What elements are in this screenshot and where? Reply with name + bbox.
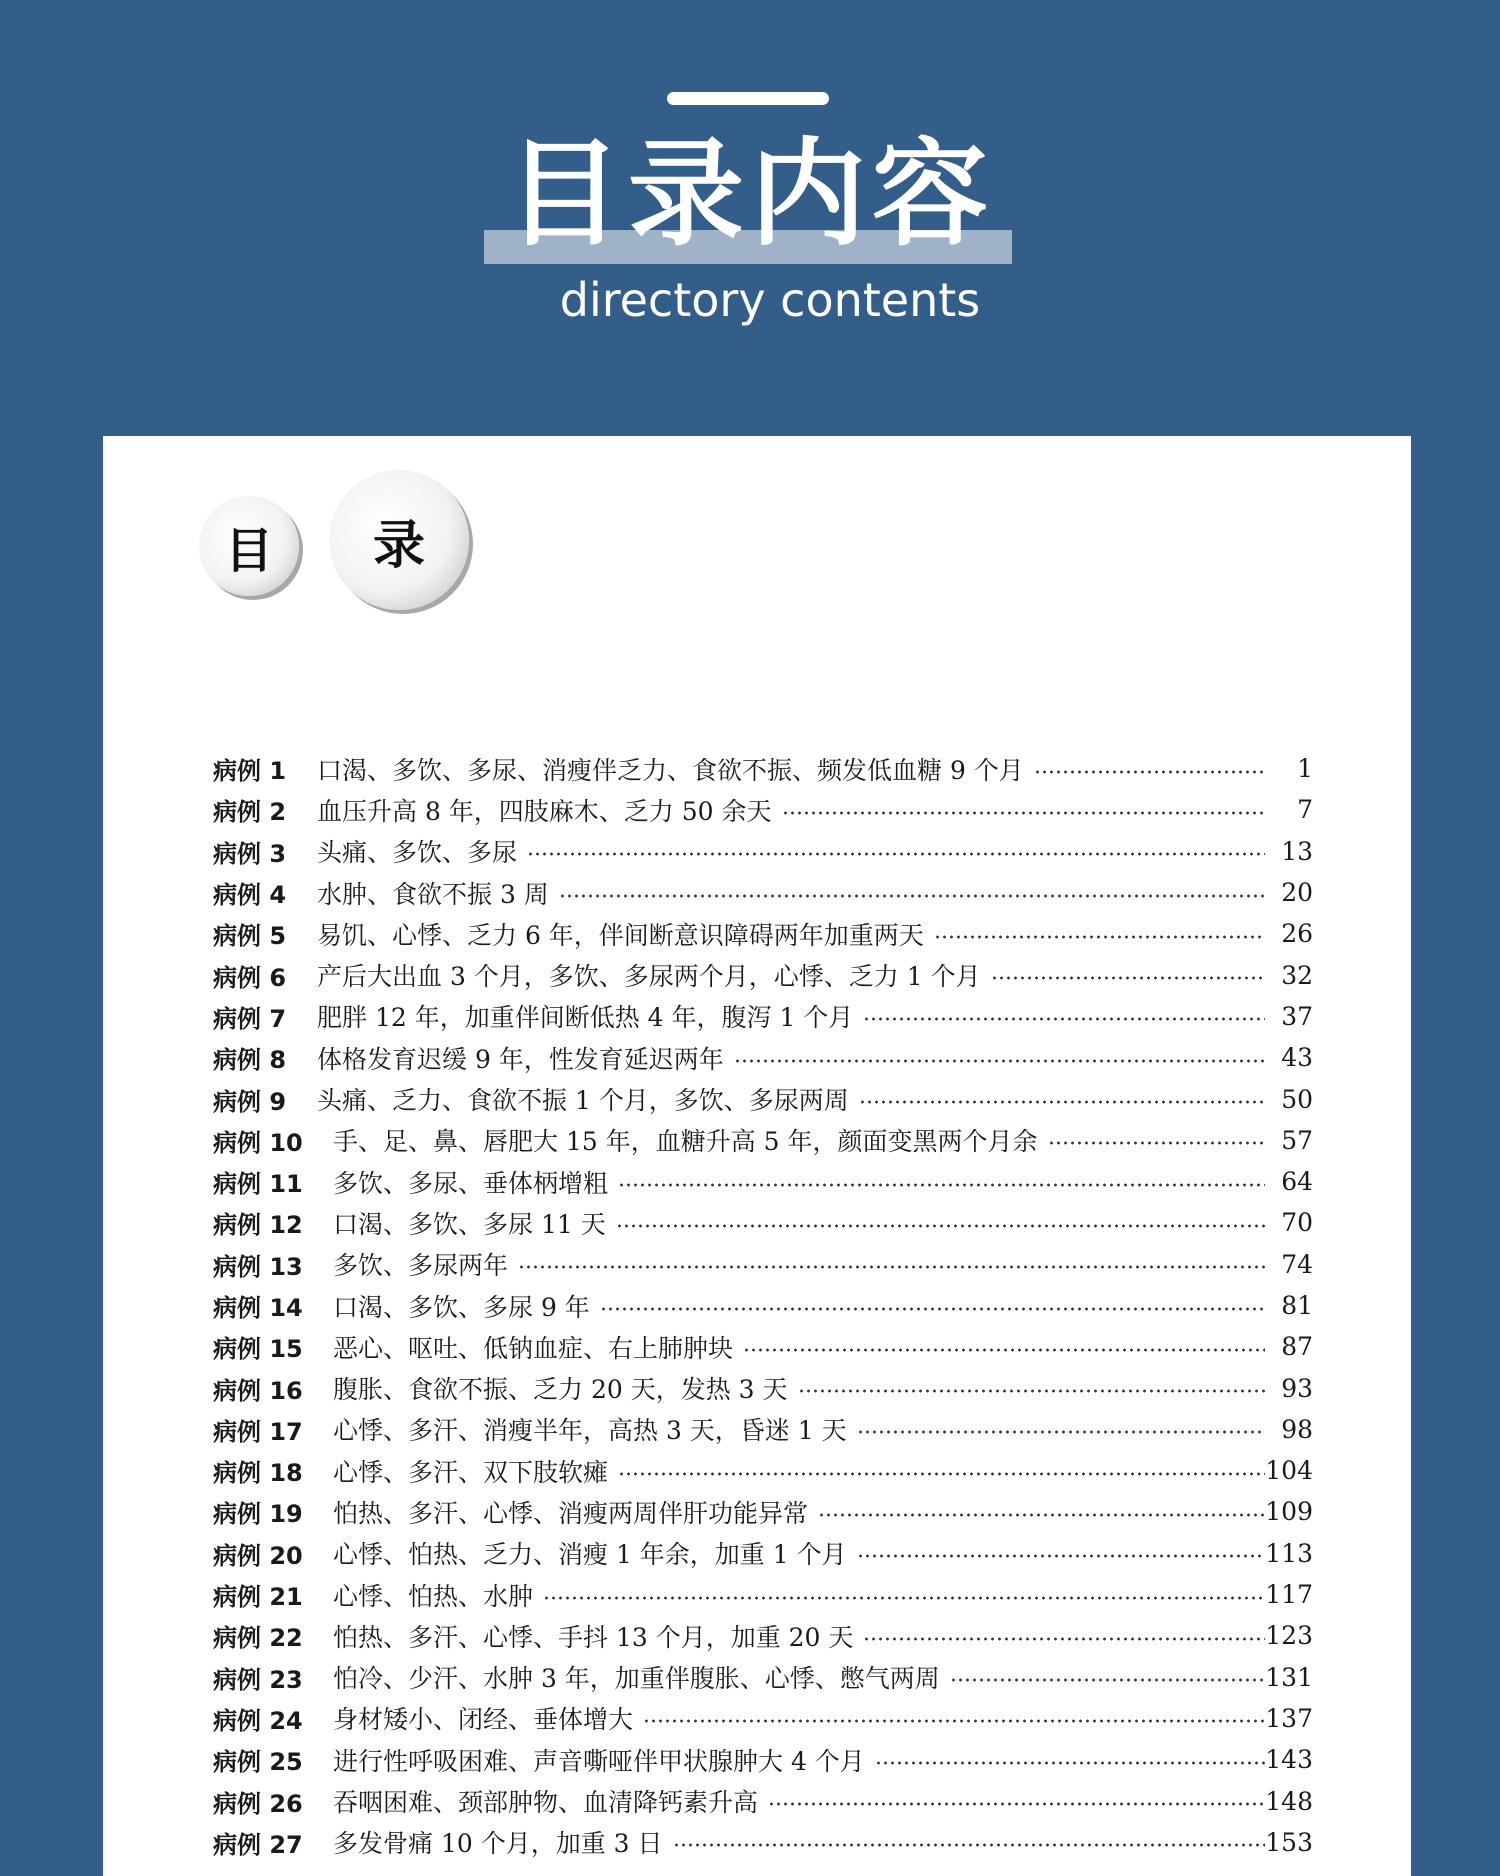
toc-entry-title: 口渴、多饮、多尿 11 天 [333,1209,606,1239]
toc-dot-leader [618,1183,1265,1187]
toc-entry-title: 怕热、多汗、心悸、消瘦两周伴肝功能异常 [333,1498,809,1528]
toc-case-number: 病例 6 [213,963,287,992]
toc-page-number: 93 [1281,1373,1313,1403]
toc-page-number: 26 [1281,919,1313,949]
toc-page-number: 7 [1297,795,1313,825]
toc-dot-leader [768,1802,1265,1806]
toc-page-number: 113 [1265,1538,1313,1568]
toc-entry-title: 易饥、心悸、乏力 6 年，伴间断意识障碍两年加重两天 [317,920,924,950]
toc-page-number: 123 [1265,1621,1313,1651]
toc-page-number: 137 [1265,1703,1313,1733]
toc-row [213,1120,1313,1161]
toc-dot-leader [518,1265,1265,1269]
toc-case-number: 病例 24 [213,1706,303,1735]
toc-entry-title: 多饮、多尿、垂体柄增粗 [333,1168,609,1198]
toc-case-number: 病例 14 [213,1294,303,1322]
toc-row [213,913,1313,954]
toc-dot-leader [673,1843,1265,1847]
toc-row [213,1450,1313,1491]
toc-dot-leader [857,1554,1265,1558]
document-page [103,436,1411,1876]
toc-case-number: 病例 26 [213,1789,303,1818]
toc-page-number: 109 [1265,1497,1313,1527]
toc-row [213,1078,1313,1119]
toc-case-number: 病例 5 [213,922,287,951]
toc-page-number: 20 [1281,878,1313,908]
toc-case-number: 病例 3 [213,839,287,868]
toc-dot-leader [798,1389,1265,1393]
heading-disc-2: 录 [329,470,469,610]
toc-page-number: 70 [1281,1208,1313,1238]
toc-page-number: 1 [1297,754,1313,784]
page-subtitle: directory contents [559,273,981,327]
toc-entry-title: 头痛、多饮、多尿 [317,838,518,868]
toc-case-number: 病例 10 [213,1128,303,1157]
toc-entry-title: 肥胖 12 年，加重伴间断低热 4 年，腹泻 1 个月 [317,1003,854,1033]
toc-case-number: 病例 27 [213,1830,303,1859]
toc-row [213,1780,1313,1821]
toc-row [213,1574,1313,1615]
toc-page-number: 143 [1265,1745,1313,1775]
toc-entry-title: 口渴、多饮、多尿 9 年 [333,1292,590,1322]
toc-case-number: 病例 17 [213,1417,303,1446]
toc-case-number: 病例 21 [213,1583,303,1612]
toc-entry-title: 身材矮小、闭经、垂体增大 [333,1705,634,1735]
toc-row [213,1202,1313,1243]
toc-case-number: 病例 8 [213,1046,287,1075]
toc-dot-leader [1034,770,1265,774]
toc-dot-leader [734,1059,1265,1063]
toc-row [213,996,1313,1037]
toc-case-number: 病例 18 [213,1459,303,1488]
toc-case-number: 病例 23 [213,1665,303,1694]
toc-case-number: 病例 11 [213,1170,303,1199]
toc-row [213,1285,1313,1326]
toc-page-number: 131 [1265,1662,1313,1692]
toc-dot-leader [991,976,1265,980]
toc-case-number: 病例 19 [213,1500,303,1529]
toc-page-number: 87 [1281,1332,1313,1362]
toc-case-number: 病例 16 [213,1376,303,1405]
toc-case-number: 病例 13 [213,1252,303,1281]
toc-page-number: 117 [1265,1580,1313,1610]
toc-dot-leader [618,1472,1265,1476]
toc-entry-title: 怕热、多汗、心悸、手抖 13 个月，加重 20 天 [333,1622,854,1652]
toc-entry-title: 口渴、多饮、多尿、消瘦伴乏力、食欲不振、频发低血糖 9 个月 [317,755,1024,785]
toc-dot-leader [1048,1141,1265,1145]
toc-entry-title: 心悸、怕热、乏力、消瘦 1 年余，加重 1 个月 [333,1540,847,1570]
toc-dot-leader [934,935,1265,939]
decorative-bar [667,92,829,105]
heading-disc-1: 目 [199,496,299,596]
toc-page-number: 98 [1281,1414,1313,1444]
toc-dot-leader [543,1596,1265,1600]
toc-row [213,1244,1313,1285]
toc-row [213,1409,1313,1450]
toc-row [213,872,1313,913]
toc-entry-title: 吞咽困难、颈部肿物、血清降钙素升高 [333,1788,759,1818]
toc-entry-title: 多发骨痛 10 个月，加重 3 日 [333,1829,663,1859]
toc-entry-title: 血压升高 8 年，四肢麻木、乏力 50 余天 [317,796,772,826]
toc-page-number: 74 [1281,1249,1313,1279]
toc-row [213,1657,1313,1698]
toc-case-number: 病例 1 [213,757,287,786]
page-title: 目录内容 [506,127,994,262]
toc-entry-title: 进行性呼吸困难、声音嘶哑伴甲状腺肿大 4 个月 [333,1746,865,1776]
table-of-contents [213,748,1313,1863]
toc-entry-title: 腹胀、食欲不振、乏力 20 天，发热 3 天 [333,1375,788,1405]
toc-page-number: 104 [1265,1456,1313,1486]
toc-dot-leader [782,811,1265,815]
toc-dot-leader [857,1430,1265,1434]
toc-page-number: 81 [1281,1291,1313,1320]
toc-page-number: 37 [1281,1001,1313,1031]
toc-row [213,1037,1313,1078]
toc-case-number: 病例 15 [213,1335,303,1364]
toc-page-number: 153 [1265,1827,1313,1857]
toc-entry-title: 心悸、多汗、双下肢软瘫 [333,1457,609,1487]
toc-case-number: 病例 22 [213,1624,303,1653]
toc-row [213,1739,1313,1780]
toc-page-number: 13 [1281,836,1313,866]
toc-case-number: 病例 2 [213,798,287,827]
toc-page-number: 64 [1281,1167,1313,1197]
toc-dot-leader [643,1719,1265,1723]
toc-case-number: 病例 25 [213,1748,303,1777]
toc-page-number: 148 [1265,1786,1313,1816]
toc-dot-leader [875,1761,1265,1765]
toc-row [213,1698,1313,1739]
toc-case-number: 病例 12 [213,1211,303,1240]
toc-row [213,1367,1313,1408]
toc-row [213,1326,1313,1367]
toc-entry-title: 心悸、多汗、消瘦半年，高热 3 天，昏迷 1 天 [333,1416,847,1446]
toc-dot-leader [616,1224,1265,1228]
toc-entry-title: 水肿、食欲不振 3 周 [317,879,549,909]
toc-dot-leader [859,1100,1265,1104]
toc-page-number: 43 [1281,1043,1313,1073]
toc-row [213,954,1313,995]
toc-entry-title: 体格发育迟缓 9 年，性发育延迟两年 [317,1044,724,1074]
toc-dot-leader [527,852,1265,856]
toc-dot-leader [600,1307,1265,1311]
toc-page-number: 32 [1281,960,1313,990]
toc-row [213,1615,1313,1656]
toc-page-number: 50 [1281,1084,1313,1114]
toc-dot-leader [818,1513,1265,1517]
toc-entry-title: 怕冷、少汗、水肿 3 年，加重伴腹胀、心悸、憋气两周 [333,1664,940,1694]
toc-entry-title: 产后大出血 3 个月，多饮、多尿两个月，心悸、乏力 1 个月 [317,962,981,992]
toc-entry-title: 头痛、乏力、食欲不振 1 个月，多饮、多尿两周 [317,1086,849,1116]
toc-row [213,1533,1313,1574]
toc-dot-leader [863,1637,1265,1641]
toc-row [213,831,1313,872]
toc-dot-leader [950,1678,1265,1682]
toc-entry-title: 多饮、多尿两年 [333,1251,509,1281]
toc-entry-title: 手、足、鼻、唇肥大 15 年，血糖升高 5 年，颜面变黑两个月余 [333,1127,1038,1157]
toc-row [213,1822,1313,1863]
toc-case-number: 病例 4 [213,881,287,910]
toc-dot-leader [743,1348,1265,1352]
toc-case-number: 病例 9 [213,1087,287,1116]
toc-row [213,789,1313,830]
toc-row [213,1491,1313,1532]
toc-dot-leader [863,1017,1265,1021]
toc-row [213,748,1313,789]
toc-case-number: 病例 7 [213,1004,287,1033]
toc-dot-leader [559,894,1265,898]
toc-row [213,1161,1313,1202]
toc-page-number: 57 [1281,1125,1313,1155]
toc-case-number: 病例 20 [213,1541,303,1570]
toc-entry-title: 恶心、呕吐、低钠血症、右上肺肿块 [333,1333,734,1363]
toc-entry-title: 心悸、怕热、水肿 [333,1581,534,1611]
